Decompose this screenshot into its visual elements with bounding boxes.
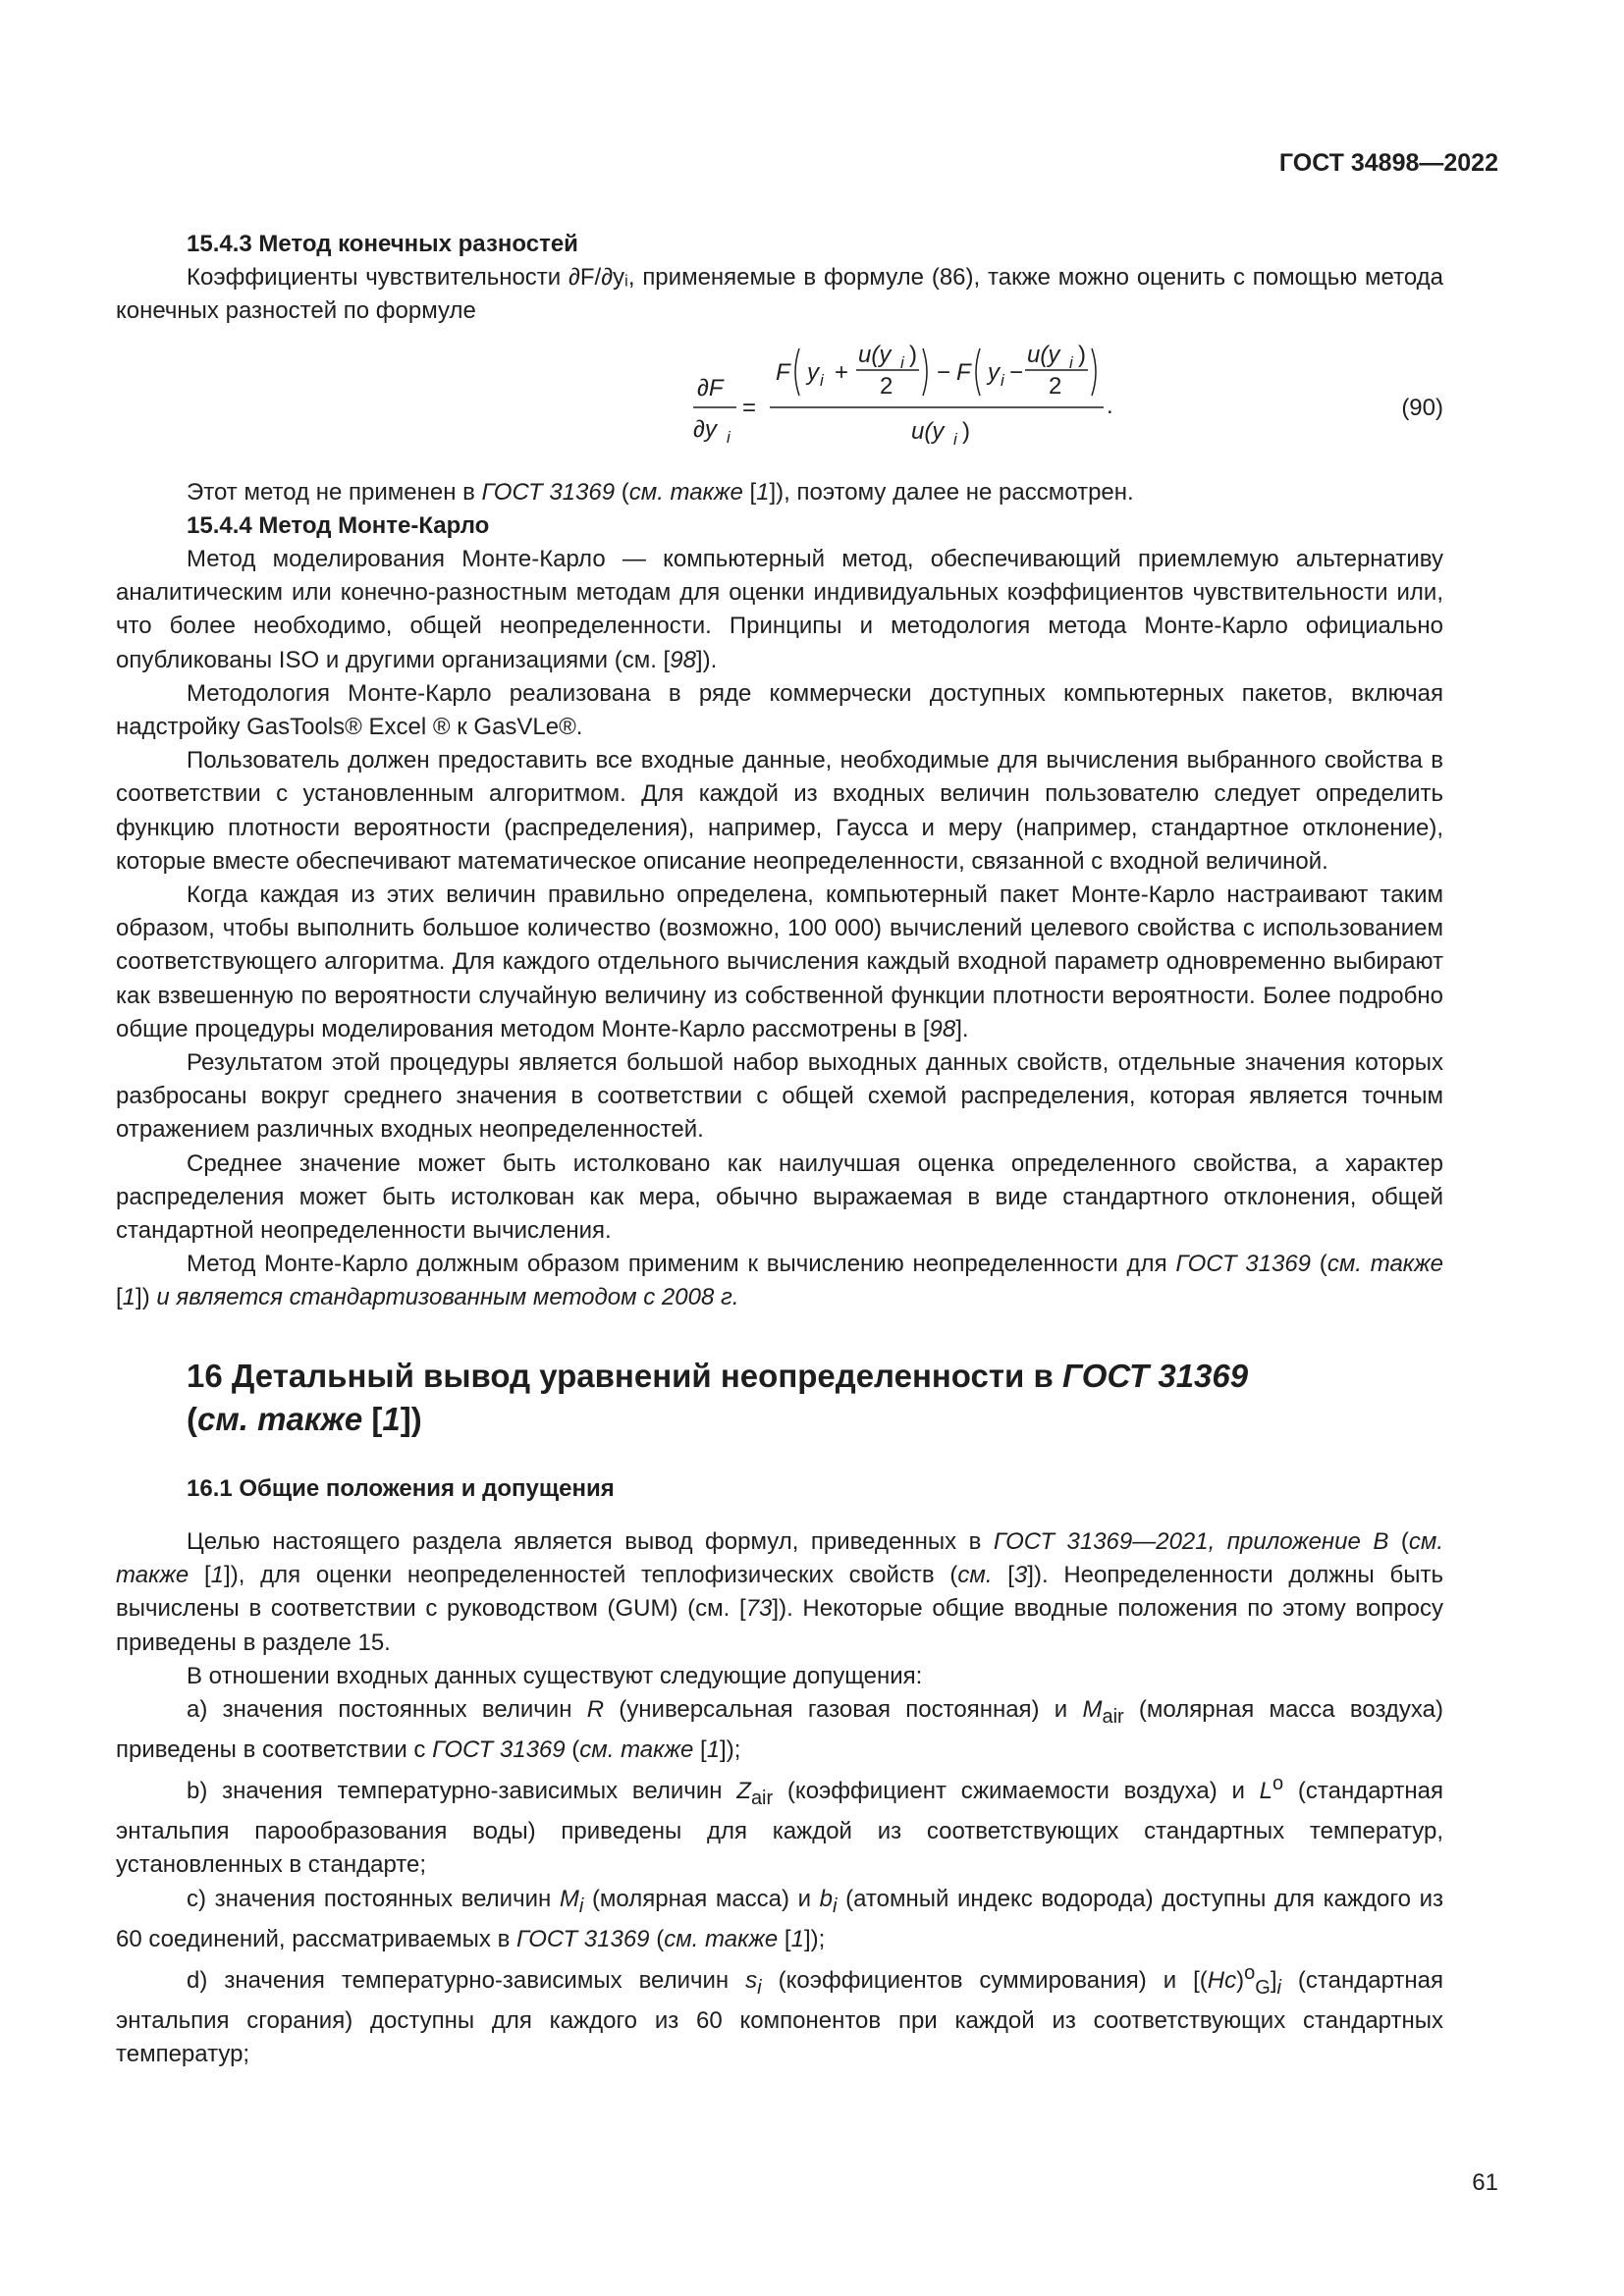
list-item-d: d) значения температурно-зависимых величин $s_i$ (коэффициентов суммирования) и $[(Hc)^o_G]_i$ (стандартная энтальпия сгорания) доступны для каждого из 60 компонентов при каждой из соответствующих стандартных температур; xyxy=(116,1961,1444,2067)
paragraph: Целью настоящего раздела является вывод формул, приведенных в ГОСТ 31369—2021, приложение В (см. также [1]), для оценки неопределенностей теплофизических свойств (см. [3]). Неопределенности должны быть вычислены в соответствии с руководством (GUM) (см. [73]). Некоторые общие вводные положения по этому вопросу приведены в разделе 15. xyxy=(116,1527,1444,1656)
paragraph: Когда каждая из этих величин правильно определена, компьютерный пакет Монте-Карло настраивают таким образом, чтобы выполнить большое количество (возможно, 100 000) вычислений целевого свойства с использованием соответствующего алгоритма. Для каждого отдельного вычисления каждый входной параметр одновременно выбирают как взвешенную по вероятности случайную величину из собственной функции плотности вероятности. Более подробно общие процедуры моделирования методом Монте-Карло рассмотрены в [98]. xyxy=(116,881,1443,1042)
list-item-a: a) значения постоянных величин R (универсальная газовая постоянная) и $M_{air}$ (молярная масса воздуха) приведены в соответствии с ГОСТ 31369 (см. также [1]); xyxy=(116,1695,1443,1763)
formula-y1: y xyxy=(807,358,819,386)
formula-denominator-close: ) xyxy=(962,417,970,445)
subsection-title-15-4-3: 15.4.3 Метод конечных разностей xyxy=(187,231,578,257)
subsection-title-15-4-4: 15.4.4 Метод Монте-Карло xyxy=(187,511,490,539)
formula-y2-sub: i xyxy=(1001,370,1004,390)
paragraph: Методология Монте-Карло реализована в ряде коммерчески доступных компьютерных пакетов, включая надстройку GasTools® Excel ® к GasVLe®. xyxy=(116,679,1443,741)
formula-u1-close: ) xyxy=(909,341,917,368)
formula-y2: y xyxy=(988,358,1000,386)
paragraph: Среднее значение может быть истолковано как наилучшая оценка определенного свойства, а характер распределения может быть истолкован как мера, обычно выражаемая в виде стандартного отклонения, общей стандартной неопределенности вычисления. xyxy=(116,1149,1443,1245)
section-title-16: 16 Детальный вывод уравнений неопределенности в ГОСТ 31369 (см. также [1]) xyxy=(187,1357,1249,1437)
subsection-title-16-1: 16.1 Общие положения и допущения xyxy=(187,1474,615,1502)
formula-equals: = xyxy=(742,394,757,421)
equation-number: (90) xyxy=(1401,394,1443,421)
formula-u2-close: ) xyxy=(1078,341,1086,368)
formula-graphic xyxy=(568,333,1117,470)
formula-minus1: − xyxy=(937,358,951,386)
list-item-b: b) значения температурно-зависимых величин $Z_{air}$ (коэффициент сжимаемости воздуха) и $L^o$ (стандартная энтальпия парообразования воды) приведены для каждой из соответствующих стандартных температур, установленных в стандарте; xyxy=(116,1773,1443,1879)
paragraph: Метод моделирования Монте-Карло — компьютерный метод, обеспечивающий приемлемую альтернативу аналитическим или конечно-разностным методам для оценки индивидуальных коэффициентов чувствительности или, что более необходимо, общей неопределенности. Принципы и методология метода Монте-Карло официально опубликованы ISO и другими организациями (см. [98]). xyxy=(116,546,1443,673)
formula-y1-sub: i xyxy=(820,370,824,390)
formula-u1-sub: i xyxy=(900,352,904,372)
standard-code-header: ГОСТ 34898—2022 xyxy=(1278,149,1498,177)
paragraph: Метод Монте-Карло должным образом применим к вычислению неопределенности для ГОСТ 31369 (см. также [1]) и является стандартизованным методом с 2008 г. xyxy=(116,1251,1443,1311)
formula-90 xyxy=(116,329,1443,476)
formula-sub-i: i xyxy=(727,427,731,447)
formula-minus2: − xyxy=(1009,358,1024,386)
formula-denominator-u: u(y xyxy=(911,417,945,445)
formula-plus: + xyxy=(835,358,849,386)
formula-dy: ∂y xyxy=(693,415,717,443)
list-item-c: c) значения постоянных величин $M_i$ (молярная масса) и $b_i$ (атомный индекс водорода) доступны для каждого из 60 соединений, рассматриваемых в ГОСТ 31369 (см. также [1]); xyxy=(116,1885,1443,1952)
paragraph: В отношении входных данных существуют следующие допущения: xyxy=(187,1662,923,1689)
formula-u2: u(y xyxy=(1027,341,1060,368)
paragraph: Этот метод не применен в ГОСТ 31369 (см. также [1]), поэтому далее не рассмотрен. xyxy=(187,478,1134,506)
formula-period: . xyxy=(1107,392,1113,419)
formula-two2: 2 xyxy=(1049,372,1062,400)
formula-u2-sub: i xyxy=(1069,352,1073,372)
page-content xyxy=(116,228,1443,2071)
formula-F2: F xyxy=(956,358,971,386)
formula-denominator-sub: i xyxy=(953,429,957,449)
paragraph: Результатом этой процедуры является большой набор выходных данных свойств, отдельные значения которых разбросаны вокруг среднего значения в соответствии с общей схемой распределения, которая является точным отражением различных входных неопределенностей. xyxy=(116,1049,1443,1144)
formula-u1: u(y xyxy=(858,341,892,368)
paragraph: Коэффициенты чувствительности ∂F/∂yᵢ, применяемые в формуле (86), также можно оценить с помощью метода конечных разностей по формуле xyxy=(116,264,1443,325)
formula-dF: ∂F xyxy=(697,374,724,401)
page-number: 61 xyxy=(1472,2169,1498,2196)
formula-F1: F xyxy=(776,358,790,386)
formula-two1: 2 xyxy=(880,372,893,400)
paragraph: Пользователь должен предоставить все входные данные, необходимые для вычисления выбранного свойства в соответствии с установленным алгоритмом. Для каждой из входных величин пользователю следует определить функцию плотности вероятности (распределения), например, Гаусса и меру (например, стандартное отклонение), которые вместе обеспечивают математическое описание неопределенности, связанной с входной величиной. xyxy=(116,747,1443,875)
